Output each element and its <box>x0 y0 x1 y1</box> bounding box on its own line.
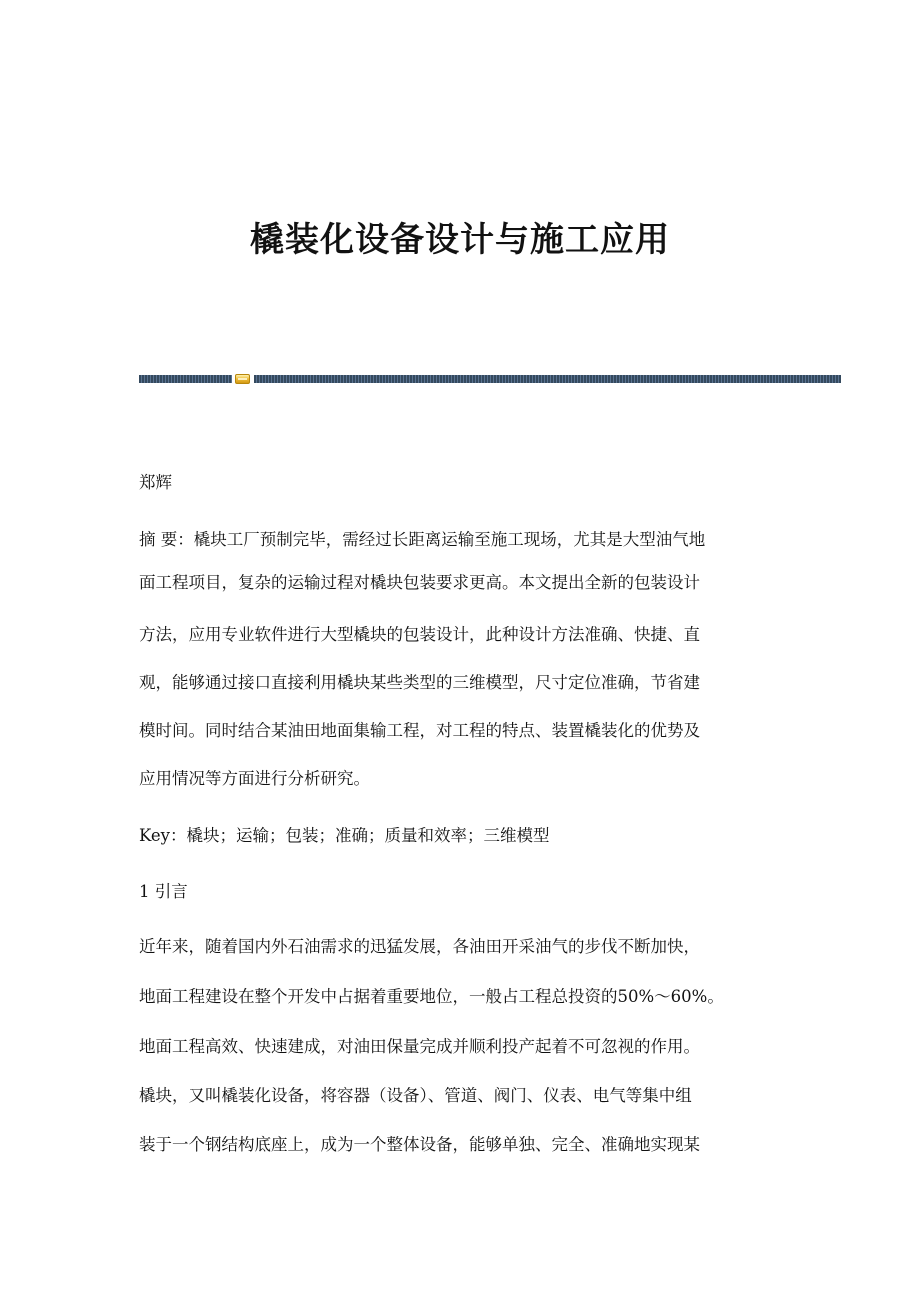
divider-ornament-icon <box>235 374 250 384</box>
abstract-line: 观，能够通过接口直接利用橇块某些类型的三维模型，尺寸定位准确，节省建 <box>139 673 700 692</box>
abstract-line: 应用情况等方面进行分析研究。 <box>139 769 370 788</box>
body-line: 地面工程建设在整个开发中占据着重要地位，一般占工程总投资的50%～60%。 <box>139 987 724 1006</box>
section-heading: 1 引言 <box>139 882 188 901</box>
abstract-line: 面工程项目，复杂的运输过程对橇块包装要求更高。本文提出全新的包装设计 <box>139 573 700 592</box>
document-title: 橇装化设备设计与施工应用 <box>250 220 670 260</box>
abstract-line: 方法，应用专业软件进行大型橇块的包装设计，此种设计方法准确、快捷、直 <box>139 625 700 644</box>
body-line: 橇块，又叫橇装化设备，将容器（设备）、管道、阀门、仪表、电气等集中组 <box>139 1086 692 1105</box>
author-name: 郑辉 <box>139 473 172 492</box>
divider-bar-right <box>254 375 841 383</box>
abstract-line: 模时间。同时结合某油田地面集输工程，对工程的特点、装置橇装化的优势及 <box>139 721 700 740</box>
abstract-line: 摘 要：橇块工厂预制完毕，需经过长距离运输至施工现场，尤其是大型油气地 <box>139 530 706 549</box>
divider-bar-left <box>139 375 232 383</box>
body-line: 装于一个钢结构底座上，成为一个整体设备，能够单独、完全、准确地实现某 <box>139 1135 700 1154</box>
body-line: 地面工程高效、快速建成，对油田保量完成并顺利投产起着不可忽视的作用。 <box>139 1037 700 1056</box>
keywords: Key：橇块；运输；包装；准确；质量和效率；三维模型 <box>139 826 550 845</box>
body-line: 近年来，随着国内外石油需求的迅猛发展，各油田开采油气的步伐不断加快， <box>139 937 700 956</box>
title-divider <box>139 375 841 383</box>
